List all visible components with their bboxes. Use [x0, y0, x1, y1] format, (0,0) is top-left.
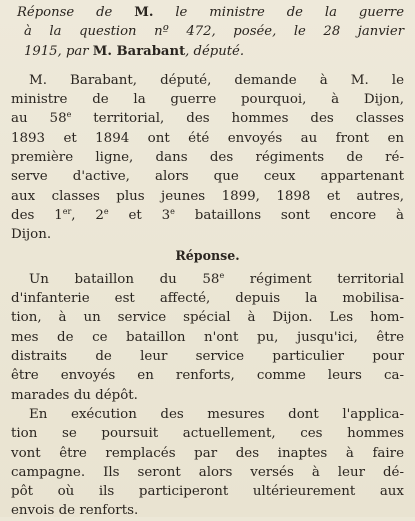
reply-line: pôt où ils participeront ultérieurement aux [11, 484, 404, 500]
reply-line: envois de renforts. [11, 503, 139, 519]
reply-line: tion, à un service spécial à Dijon. Les hom- [11, 310, 404, 326]
reply-title: Réponse. [175, 247, 240, 263]
question-line: M. Barabant, député, demande à M. le [29, 72, 404, 88]
heading-line: à la question nº 472, posée, le 28 janvier [24, 24, 404, 40]
reply-line: mes de ce bataillon n'ont pu, jusqu'ici, être [11, 329, 404, 345]
question-line: ministre de la guerre pourquoi, à Dijon, [11, 92, 404, 108]
heading-line: Réponse de M. le ministre de la guerre [17, 5, 404, 20]
question-line: aux classes plus jeunes 1899, 1898 et autres, [11, 188, 404, 204]
question-line: première ligne, dans des régiments de ré- [11, 150, 404, 166]
question-line: 1893 et 1894 ont été envoyés au front en [11, 130, 404, 146]
question-heading [11, 3, 404, 61]
question-line: Dijon. [11, 227, 52, 243]
heading-line: 1915, par M. Barabant, député. [24, 43, 245, 59]
reply-line: vont être remplacés par des inaptes à faire [11, 445, 404, 461]
reply-paragraph-2 [11, 405, 404, 521]
reply-line: être envoyés en renforts, comme leurs ca- [11, 368, 404, 384]
reply-line: marades du dépôt. [11, 387, 138, 403]
reply-line: campagne. Ils seront alors versés à leur dé- [11, 464, 404, 480]
spacer [11, 61, 404, 71]
reply-line: distraits de leur service particulier pour [11, 349, 404, 365]
question-paragraph [11, 71, 404, 245]
question-line: serve d'active, alors que ceux appartenant [11, 169, 404, 185]
question-line: au 58e territorial, des hommes des classes [11, 110, 404, 127]
question-line: des 1er, 2e et 3e bataillons sont encore à [11, 206, 404, 223]
reply-line: En exécution des mesures dont l'applica- [29, 406, 404, 422]
reply-line: Un bataillon du 58e régiment territorial [29, 270, 404, 287]
reply-line: d'infanterie est affecté, depuis la mobilisa- [11, 291, 404, 307]
reply-line: tion se poursuit actuellement, ces hommes [11, 426, 404, 442]
reply-paragraph-1 [11, 270, 404, 405]
